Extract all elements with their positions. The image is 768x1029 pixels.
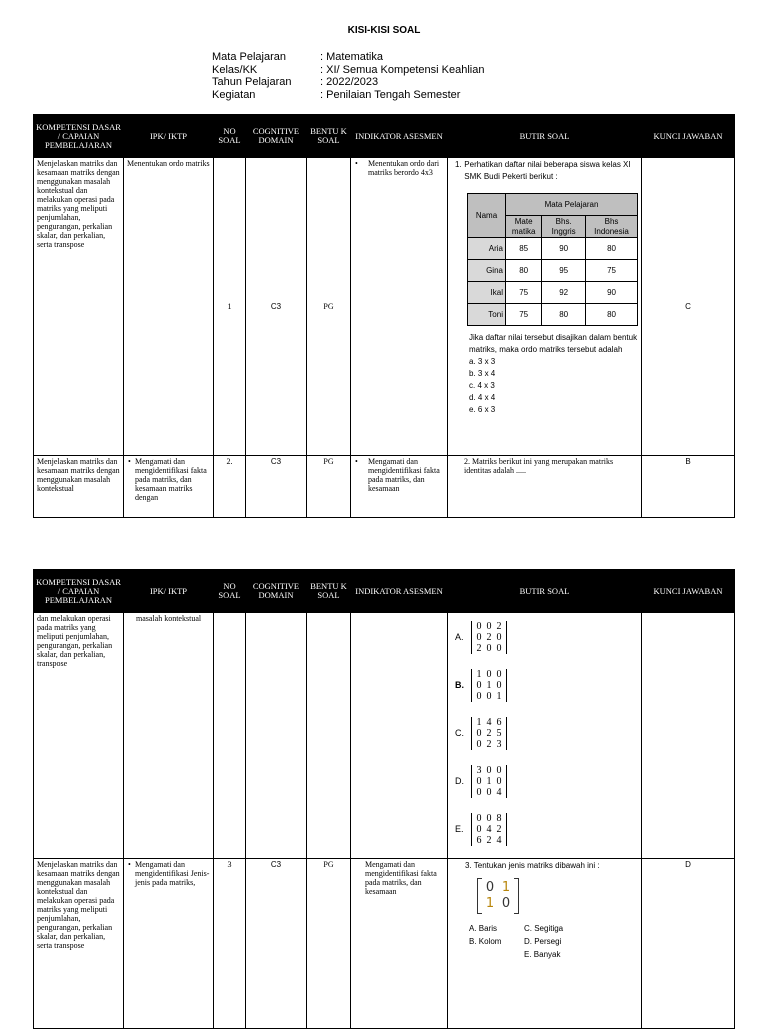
header-bentuk: BENTU K SOAL bbox=[307, 115, 351, 158]
matrix-cell: 3 bbox=[476, 764, 482, 776]
score-header-col: Bhs Indonesia bbox=[586, 216, 638, 238]
butir-soal-cell bbox=[448, 859, 642, 1029]
matrix-cell: 0 bbox=[476, 631, 482, 643]
header-butir: BUTIR SOAL bbox=[448, 115, 642, 158]
score-table bbox=[467, 193, 638, 326]
score-value: 90 bbox=[542, 238, 586, 260]
ipk-cell bbox=[124, 456, 214, 518]
answer-option: B. Kolom bbox=[469, 937, 502, 946]
indikator-cell bbox=[351, 456, 448, 518]
meta-label: Kelas/KK bbox=[212, 63, 258, 76]
kunci-cell: D bbox=[642, 859, 735, 1029]
score-value: 80 bbox=[505, 260, 541, 282]
matrix-cell: 0 bbox=[486, 690, 492, 702]
butir-soal-cell bbox=[448, 158, 642, 456]
answer-option: a. 3 x 3 bbox=[469, 357, 496, 366]
bentuk-cell bbox=[307, 613, 351, 859]
meta-value: : Matematika bbox=[320, 51, 383, 63]
matrix-cell: 0 bbox=[486, 786, 492, 798]
question-1-options bbox=[451, 356, 638, 416]
score-header-col: Bhs. Inggris bbox=[542, 216, 586, 238]
header-indikator: INDIKATOR ASESMEN bbox=[351, 570, 448, 613]
score-value: 95 bbox=[542, 260, 586, 282]
ipk-cell bbox=[124, 859, 214, 1029]
score-row bbox=[468, 238, 638, 260]
header-cognitive: COGNITIVE DOMAIN bbox=[246, 570, 307, 613]
answer-option: E. Banyak bbox=[524, 950, 561, 959]
score-header-col: Mate matika bbox=[505, 216, 541, 238]
score-value: 75 bbox=[505, 282, 541, 304]
bentuk-cell: PG bbox=[307, 456, 351, 518]
header-cognitive: COGNITIVE DOMAIN bbox=[246, 115, 307, 158]
matrix-cell: 0 bbox=[496, 642, 502, 654]
matrix-cell: 1 bbox=[486, 775, 492, 787]
matrix-cell: 4 bbox=[496, 786, 502, 798]
ipk-item: • Mengamati dan mengidentifikasi fakta pada matriks, dan kesamaan matriks dengan bbox=[127, 457, 210, 502]
question-1-text: Perhatikan daftar nilai beberapa siswa kelas XI SMK Budi Pekerti berikut : bbox=[464, 160, 631, 181]
indikator-item: • Menentukan ordo dari matriks berordo 4x3 bbox=[354, 159, 444, 177]
kisi-table-1 bbox=[33, 114, 735, 518]
matrix-option bbox=[451, 805, 638, 853]
question-1: 1. Perhatikan daftar nilai beberapa siswa kelas XI SMK Budi Pekerti berikut : bbox=[451, 159, 638, 183]
cognitive-cell: C3 bbox=[246, 158, 307, 456]
kd-cell: dan melakukan operasi pada matriks yang meliputi penjumlahan, pengurangan, perkalian skalar, dan perkalian, transpose bbox=[34, 613, 124, 859]
matrix bbox=[471, 621, 507, 654]
kd-cell: Menjelaskan matriks dan kesamaan matriks dengan menggunakan masalah kontekstual dan melakukan operasi pada matriks yang meliputi penjumlahan, pengurangan, perkalian skalar, dan perkalian, serta transpose bbox=[34, 158, 124, 456]
matrix-cell: 8 bbox=[496, 812, 502, 824]
kunci-cell bbox=[642, 613, 735, 859]
score-value: 75 bbox=[586, 260, 638, 282]
student-name: Toni bbox=[468, 304, 506, 326]
indikator-cell bbox=[351, 158, 448, 456]
table-row bbox=[34, 456, 735, 518]
matrix-cell: 3 bbox=[496, 738, 502, 750]
question-1-follow: Jika daftar nilai tersebut disajikan dalam bentuk matriks, maka ordo matriks tersebut adalah bbox=[469, 333, 638, 354]
matrix-cell: 0 bbox=[496, 679, 502, 691]
no-soal-cell: 3 bbox=[214, 859, 246, 1029]
butir-soal-cell bbox=[448, 613, 642, 859]
matrix bbox=[471, 813, 507, 846]
indikator-cell bbox=[351, 613, 448, 859]
option-letter: E. bbox=[455, 823, 464, 834]
matrix-option bbox=[451, 757, 638, 805]
header-kunci: KUNCI JAWABAN bbox=[642, 115, 735, 158]
matrix-cell: 0 bbox=[476, 738, 482, 750]
matrix-cell: 0 bbox=[476, 727, 482, 739]
cognitive-cell: C3 bbox=[246, 859, 307, 1029]
answer-option: C. Segitiga bbox=[524, 924, 564, 933]
student-name: Ikal bbox=[468, 282, 506, 304]
no-soal-cell: 2. bbox=[214, 456, 246, 518]
option-letter: B. bbox=[455, 679, 464, 690]
matrix-option bbox=[451, 661, 638, 709]
cognitive-cell: C3 bbox=[246, 456, 307, 518]
matrix-option bbox=[451, 709, 638, 757]
matrix-cell: 1 bbox=[486, 679, 492, 691]
no-soal-cell: 1 bbox=[214, 158, 246, 456]
question-3-text: 3. Tentukan jenis matriks dibawah ini : bbox=[465, 861, 600, 870]
matrix-cell: 0 bbox=[496, 668, 502, 680]
matrix bbox=[471, 717, 507, 750]
matrix-cell: 0 bbox=[486, 812, 492, 824]
matrix-cell: 0 bbox=[476, 679, 482, 691]
matrix-cell: 6 bbox=[476, 834, 482, 846]
matrix-cell: 0 bbox=[496, 775, 502, 787]
matrix-cell: 0 bbox=[476, 812, 482, 824]
meta-value: : 2022/2023 bbox=[320, 76, 379, 88]
header-ipk: IPK/ IKTP bbox=[124, 115, 214, 158]
meta-label: Mata Pelajaran bbox=[212, 51, 286, 63]
kd-cell: Menjelaskan matriks dan kesamaan matriks dengan menggunakan masalah kontekstual bbox=[34, 456, 124, 518]
header-kd: KOMPETENSI DASAR / CAPAIAN PEMBELAJARAN bbox=[34, 115, 124, 158]
meta-info bbox=[212, 51, 484, 101]
matrix-option bbox=[451, 613, 638, 661]
matrix-cell: 2 bbox=[496, 823, 502, 835]
butir-soal-cell: 2. Matriks berikut ini yang merupakan matriks identitas adalah ..... bbox=[448, 456, 642, 518]
header-butir: BUTIR SOAL bbox=[448, 570, 642, 613]
matrix-cell: 0 bbox=[501, 896, 511, 911]
cognitive-cell bbox=[246, 613, 307, 859]
meta-value: : XI/ Semua Kompetensi Keahlian bbox=[320, 63, 485, 76]
matrix-cell: 6 bbox=[496, 716, 502, 728]
matrix-cell: 0 bbox=[496, 631, 502, 643]
matrix-cell: 4 bbox=[486, 716, 492, 728]
meta-value: : Penilaian Tengah Semester bbox=[320, 88, 461, 101]
matrix-cell: 4 bbox=[486, 823, 492, 835]
header-bentuk: BENTU K SOAL bbox=[307, 570, 351, 613]
table-row bbox=[34, 158, 735, 456]
matrix-cell: 2 bbox=[486, 631, 492, 643]
matrix-cell: 1 bbox=[501, 880, 511, 895]
matrix-cell: 2 bbox=[486, 727, 492, 739]
matrix-cell: 2 bbox=[486, 738, 492, 750]
table-row bbox=[34, 859, 735, 1029]
matrix-cell: 0 bbox=[486, 764, 492, 776]
matrix bbox=[471, 765, 507, 798]
matrix-cell: 1 bbox=[476, 716, 482, 728]
student-name: Aria bbox=[468, 238, 506, 260]
bentuk-cell: PG bbox=[307, 859, 351, 1029]
ipk-cell: Menentukan ordo matriks bbox=[124, 158, 214, 456]
answer-option: b. 3 x 4 bbox=[469, 369, 496, 378]
matrix-cell: 2 bbox=[486, 834, 492, 846]
ipk-cell: masalah kontekstual bbox=[124, 613, 214, 859]
header-no: NO SOAL bbox=[214, 570, 246, 613]
matrix-cell: 0 bbox=[476, 823, 482, 835]
matrix-cell: 0 bbox=[486, 642, 492, 654]
matrix-cell: 1 bbox=[476, 668, 482, 680]
no-soal-cell bbox=[214, 613, 246, 859]
option-letter: A. bbox=[455, 631, 464, 642]
matrix-cell: 5 bbox=[496, 727, 502, 739]
score-row bbox=[468, 304, 638, 326]
matrix-cell: 0 bbox=[486, 668, 492, 680]
score-value: 85 bbox=[505, 238, 541, 260]
matrix-cell: 0 bbox=[486, 620, 492, 632]
option-letter: D. bbox=[455, 775, 464, 786]
student-name: Gina bbox=[468, 260, 506, 282]
document-title: KISI-KISI SOAL bbox=[347, 25, 421, 36]
meta-label: Kegiatan bbox=[212, 88, 256, 101]
option-letter: C. bbox=[455, 727, 464, 738]
table-row bbox=[34, 613, 735, 859]
matrix-cell: 0 bbox=[476, 775, 482, 787]
kunci-cell: B bbox=[642, 456, 735, 518]
matrix-cell: 0 bbox=[496, 764, 502, 776]
score-value: 80 bbox=[542, 304, 586, 326]
score-value: 75 bbox=[505, 304, 541, 326]
header-kd: KOMPETENSI DASAR / CAPAIAN PEMBELAJARAN bbox=[34, 570, 124, 613]
score-value: 80 bbox=[586, 304, 638, 326]
kisi-table-2 bbox=[33, 569, 735, 1029]
matrix-cell: 0 bbox=[485, 880, 495, 895]
score-value: 90 bbox=[586, 282, 638, 304]
ipk-item: • Mengamati dan mengidentifikasi Jenis-jenis pada matriks, bbox=[127, 860, 210, 887]
matrix-cell: 2 bbox=[476, 642, 482, 654]
matrix-cell: 0 bbox=[476, 786, 482, 798]
meta-label: Tahun Pelajaran bbox=[212, 76, 292, 88]
answer-option: c. 4 x 3 bbox=[469, 381, 495, 390]
matrix-cell: 1 bbox=[485, 896, 495, 911]
kunci-cell: C bbox=[642, 158, 735, 456]
question-3-options bbox=[451, 922, 638, 961]
matrix-cell: 0 bbox=[476, 690, 482, 702]
header-indikator: INDIKATOR ASESMEN bbox=[351, 115, 448, 158]
score-header-name: Nama bbox=[468, 194, 506, 238]
answer-option: A. Baris bbox=[469, 924, 498, 933]
header-ipk: IPK/ IKTP bbox=[124, 570, 214, 613]
matrix-cell: 0 bbox=[476, 620, 482, 632]
score-row bbox=[468, 260, 638, 282]
matrix-cell: 2 bbox=[496, 620, 502, 632]
header-no: NO SOAL bbox=[214, 115, 246, 158]
score-row bbox=[468, 282, 638, 304]
indikator-cell: Mengamati dan mengidentifikasi fakta pada matriks, dan kesamaan bbox=[351, 859, 448, 1029]
matrix-cell: 1 bbox=[496, 690, 502, 702]
matrix bbox=[471, 669, 507, 702]
score-header-group: Mata Pelajaran bbox=[505, 194, 637, 216]
score-value: 80 bbox=[586, 238, 638, 260]
answer-option: d. 4 x 4 bbox=[469, 393, 496, 402]
header-kunci: KUNCI JAWABAN bbox=[642, 570, 735, 613]
matrix bbox=[477, 880, 519, 912]
indikator-item: • Mengamati dan mengidentifikasi fakta pada matriks, dan kesamaan bbox=[354, 457, 444, 493]
score-value: 92 bbox=[542, 282, 586, 304]
matrix-cell: 4 bbox=[496, 834, 502, 846]
answer-option: e. 6 x 3 bbox=[469, 405, 496, 414]
kd-cell: Menjelaskan matriks dan kesamaan matriks dengan menggunakan masalah kontekstual dan melakukan operasi pada matriks yang meliputi penjumlahan, pengurangan, perkalian skalar, dan perkalian, serta transpose bbox=[34, 859, 124, 1029]
bentuk-cell: PG bbox=[307, 158, 351, 456]
answer-option: D. Persegi bbox=[524, 937, 562, 946]
